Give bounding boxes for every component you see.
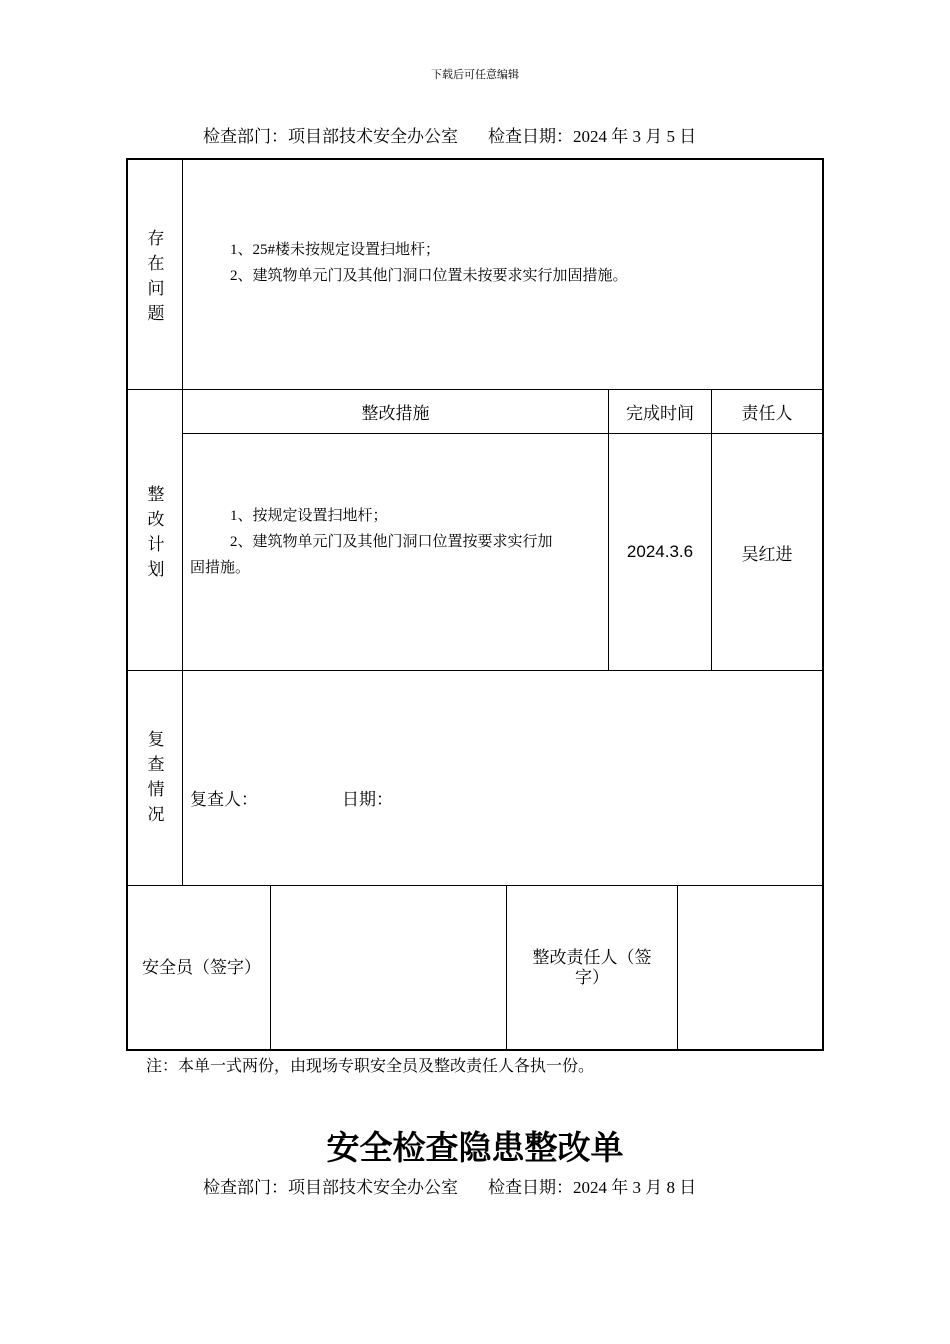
inspection-info-line-2 [203,1173,696,1198]
issue-item: 2、建筑物单元门及其他门洞口位置未按要求实行加固措施。 [230,268,628,284]
measure-item: 1、按规定设置扫地杆； [230,508,388,524]
review-signature-line [190,787,393,813]
inspection-department: 检查部门：项目部技术安全办公室 [203,1178,458,1197]
responsible-person: 吴红进 [741,544,793,564]
issues-label: 存 在 问 题 [147,229,165,323]
inspection-date: 检查日期：2024 年 3 月 8 日 [488,1178,697,1197]
completion-date: 2024.3.6 [626,542,694,561]
inspection-department: 检查部门：项目部技术安全办公室 [203,127,458,146]
form-note: 注：本单一式两份，由现场专职安全员及整改责任人各执一份。 [146,1058,595,1075]
sig-divider-1 [270,885,271,1049]
inspection-info-line [203,122,696,147]
inspection-date: 检查日期：2024 年 3 月 5 日 [488,127,697,146]
sig-divider-2 [506,885,507,1049]
row-divider-plan [128,670,822,671]
rectification-form-table [126,158,824,1051]
rectification-owner-signature-label: 整改责任人（签字） [532,947,652,987]
review-label: 复 查 情 况 [147,730,165,824]
issues-content [230,237,628,289]
completion-time-column-header: 完成时间 [626,404,694,423]
measure-item: 2、建筑物单元门及其他门洞口位置按要求实行加 [230,534,553,550]
measures-column-header: 整改措施 [361,404,430,423]
issue-item: 1、25#楼未按规定设置扫地杆； [230,242,441,258]
measure-item-continued: 固措施。 [190,560,251,576]
safety-officer-signature-label: 安全员（签字） [142,957,261,977]
review-date-label: 日期： [342,790,393,809]
responsible-column-header: 责任人 [741,404,793,423]
reviewer-label: 复查人： [190,790,258,809]
plan-label: 整 改 计 划 [147,485,165,579]
header-note: 下载后可任意编辑 [431,69,519,81]
sig-divider-3 [677,885,678,1049]
form2-title: 安全检查隐患整改单 [326,1128,624,1167]
measures-content [190,503,604,581]
